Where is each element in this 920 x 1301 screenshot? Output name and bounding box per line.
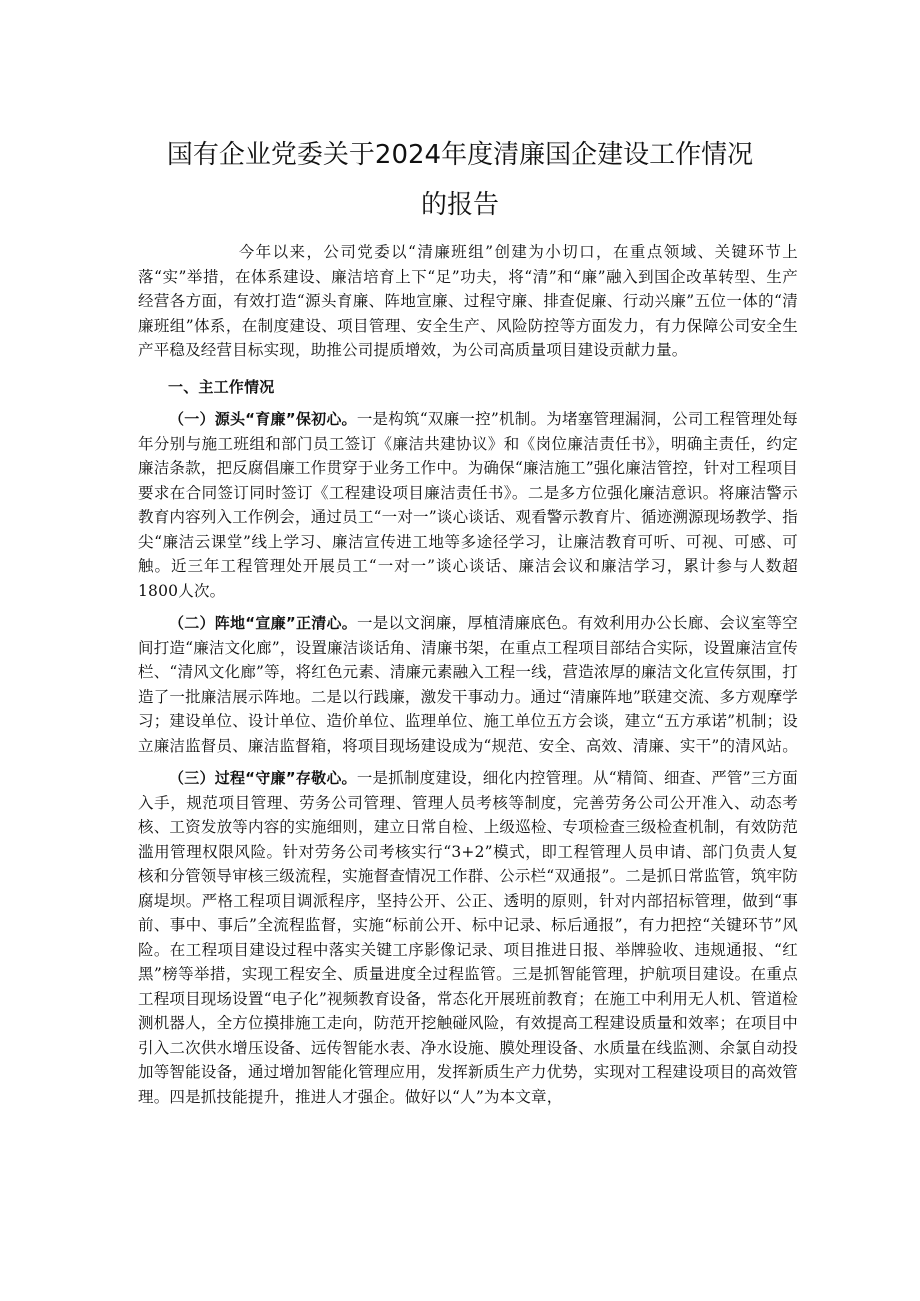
- document-title-line-2: 的报告: [420, 190, 499, 220]
- section-text-1: 一是构筑“双廉一控”机制。为堵塞管理漏洞，公司工程管理处每年分别与施工班组和部门员工签订《廉洁共建协议》和《岗位廉洁责任书》，明确主责任，约定廉洁条款，把反腐倡廉工作贯穿于业务工作中。为确保“廉洁施工”强化廉洁管控，针对工程项目要求在合同签订同时签订《工程建设项目廉洁责任书》。二是多方位强化廉洁意识。将廉洁警示教育内容列入工作例会，通过员工“一对一”谈心谈话、观看警示教育片、循迹溯源现场教学、指尖“廉洁云课堂”线上学习、廉洁宣传进工地等多途径学习，让廉洁教育可听、可视、可感、可触。近三年工程管理处开展员工“一对一”谈心谈话、廉洁会议和廉洁学习，累计参与人数超1800人次。: [138, 410, 798, 600]
- section-lead-3: （三）过程“守廉”存敬心。: [169, 769, 357, 787]
- section-heading: 一、主工作情况: [168, 377, 275, 396]
- document-title-line-1: 国有企业党委关于2024年度清廉国企建设工作情况: [166, 140, 754, 170]
- section-text-3: 一是抓制度建设，细化内控管理。从“精简、细查、严管”三方面入手，规范项目管理、劳务公司管理、管理人员考核等制度，完善劳务公司公开准入、动态考核、工资发放等内容的实施细则，建立日常自检、上级巡检、专项检查三级检查机制，有效防范滥用管理权限风险。针对劳务公司考核实行“3+2”模式，即工程管理人员申请、部门负责人复核和分管领导审核三级流程，实施督查情况工作群、公示栏“双通报”。二是抓日常监管，筑牢防腐堤坝。严格工程项目调派程序，坚持公开、公正、透明的原则，针对内部招标管理，做到“事前、事中、事后”全流程监督，实施“标前公开、标中记录、标后通报”，有力把控“关键环节”风险。在工程项目建设过程中落实关键工序影像记录、项目推进日报、举牌验收、违规通报、“红黑”榜等举措，实现工程安全、质量进度全过程监管。三是抓智能管理，护航项目建设。在重点工程项目现场设置“电子化”视频教育设备，常态化开展班前教育；在施工中利用无人机、管道检测机器人，全方位摸排施工走向，防范开挖触碰风险，有效提高工程建设质量和效率；在项目中引入二次供水增压设备、远传智能水表、净水设施、膜处理设备、水质量在线监测、余氯自动投加等智能设备，通过增加智能化管理应用，发挥新质生产力优势，实现对工程建设项目的高效管理。四是抓技能提升，推进人才强企。做好以“人”为本文章，: [138, 769, 798, 1106]
- intro-paragraph: 今年以来，公司党委以“清廉班组”创建为小切口，在重点领域、关键环节上落“实”举措，在体系建设、廉洁培育上下“足”功夫，将“清”和“廉”融入到国企改革转型、生产经营各方面，有效打造“源头育廉、阵地宣廉、过程守廉、排查促廉、行动兴廉”五位一体的“清廉班组”体系，在制度建设、项目管理、安全生产、风险防控等方面发力，有力保障公司安全生产平稳及经营目标实现，助推公司提质增效，为公司高质量项目建设贡献力量。: [138, 243, 798, 359]
- section-text-2: 一是以文润廉，厚植清廉底色。有效利用办公长廊、会议室等空间打造“廉洁文化廊”，设置廉洁谈话角、清廉书架，在重点工程项目部结合实际，设置廉洁宣传栏、“清风文化廊”等，将红色元素、清廉元素融入工程一线，营造浓厚的廉洁文化宣传氛围，打造了一批廉洁展示阵地。二是以行践廉，激发干事动力。通过“清廉阵地”联建交流、多方观摩学习；建设单位、设计单位、造价单位、监理单位、施工单位五方会谈，建立“五方承诺”机制；设立廉洁监督员、廉洁监督箱，将项目现场建设成为“规范、安全、高效、清廉、实干”的清风站。: [138, 614, 798, 755]
- document-body: [138, 240, 798, 1109]
- section-paragraph-2: [138, 611, 798, 758]
- section-lead-2: （二）阵地“宣廉”正清心。: [169, 614, 357, 632]
- section-lead-1: （一）源头“育廉”保初心。: [169, 410, 357, 428]
- section-paragraph-3: [138, 766, 798, 1109]
- section-paragraph-1: [138, 407, 798, 603]
